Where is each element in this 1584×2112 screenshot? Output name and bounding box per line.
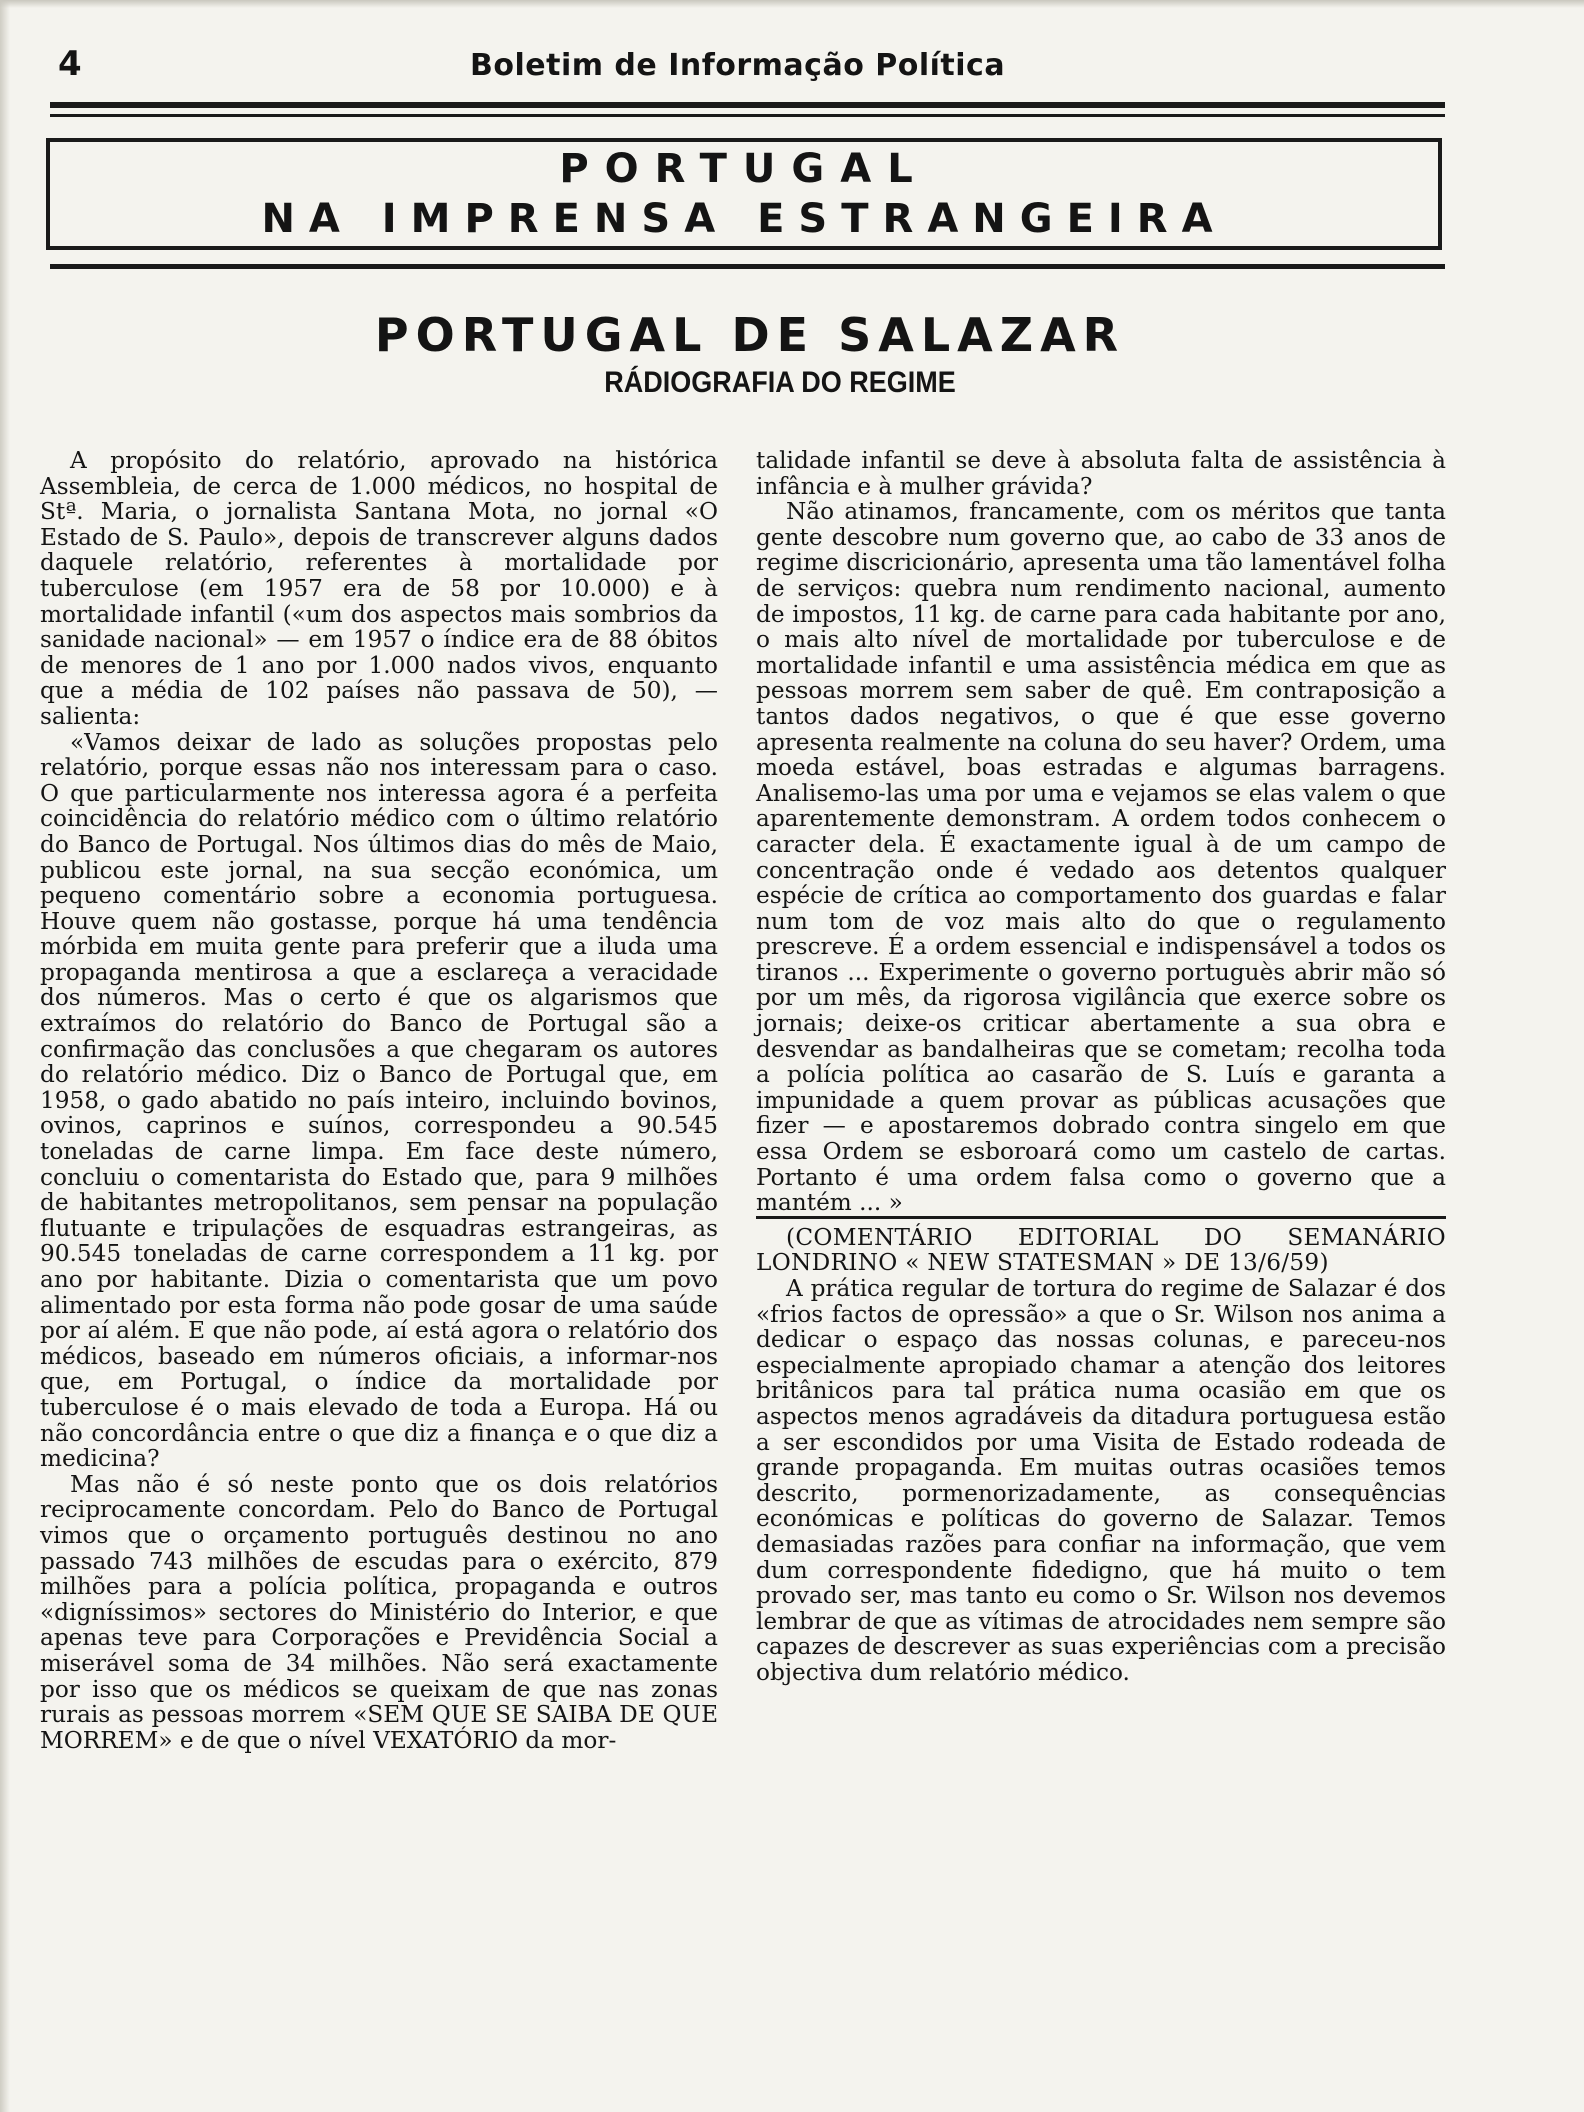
header-rule-thick [50, 102, 1445, 108]
paragraph: Não atinamos, francamente, com os méritos que tanta gente descobre num governo que, ao cabo de 33 anos de regime discricionário, apresenta uma tão lamentável folha de serviços: quebra num rendimento nacional, aumento de impostos, 11 kg. de carne para cada habitante por ano, o mais alto nível de mortalidade por tuberculose e de mortalidade infantil e uma assistência médica em que as pessoas morrem sem saber de quê. Em contraposição a tantos dados negativos, o que é que esse governo apresenta realmente na coluna do seu haver? Ordem, uma moeda estável, boas estradas e algumas barragens. Analisemo-las uma por uma e vejamos se elas valem o que aparentemente demonstram. A ordem todos conhecem o caracter dela. É exactamente igual à de um campo de concentração onde é vedado aos detentos qualquer espécie de crítica ao comportamento dos guardas e falar num tom de voz mais alto do que o regulamento prescreve. É a ordem essencial e indispensável a todos os tiranos ... Experimente o governo portuguès abrir mão só por um mês, da rigorosa vigilância que exerce sobre os jornais; deixe-os criticar abertamente a sua obra e desvendar as bandalheiras que se cometam; recolha toda a polícia política ao casarão de S. Luís e garanta a impunidade a quem provar as públicas acusações que fizer — e apostaremos dobrado contra singelo em que essa Ordem se esboroará como um castelo de cartas. Portanto é uma ordem falsa como o governo que a mantém ... » [756, 498, 1446, 1217]
scan-edge-shadow-top [0, 0, 1584, 8]
article-column-left [40, 448, 718, 1753]
paragraph: Mas não é só neste ponto que os dois relatórios reciprocamente concordam. Pelo do Banco de Portugal vimos que o orçamento português destinou no ano passado 743 milhões de escudas para o exército, 879 milhões para a polícia política, propaganda e outros «digníssimos» sectores do Ministério do Interior, e que apenas teve para Corporações e Previdência Social a miserável soma de 34 milhões. Não será exactamente por isso que os médicos se queixam de que nas zonas rurais as pessoas morrem «SEM QUE SE SAIBA DE QUE MORREM» e de que o nível VEXATÓRIO da mor- [40, 1470, 718, 1754]
header-rule-thin [50, 114, 1445, 117]
page-number: 4 [58, 44, 82, 84]
paragraph: talidade infantil se deve à absoluta falta de assistência à infância e à mulher grávida? [756, 447, 1446, 500]
article-subtitle: RÁDIOGRAFIA DO REGIME [604, 366, 956, 399]
article-column-right [756, 448, 1446, 1686]
publication-title: Boletim de Informação Política [470, 48, 1006, 83]
article-title: PORTUGAL DE SALAZAR [374, 308, 1126, 362]
editorial-paragraph: A prática regular de tortura do regime de Salazar é dos «frios factos de opressão» a que o Sr. Wilson nos anima a dedicar o espaço das nossas colunas, e pareceu-nos especialmente apropiado chamar a atenção dos leitores britânicos para tal prática numa ocasião em que os aspectos menos agradáveis da ditadura portuguesa estão a ser escondidos por uma Visita de Estado rodeada de grande propaganda. Em muitas outras ocasiões temos descrito, pormenorizadamente, as consequências económicas e políticas do governo de Salazar. Temos demasiadas razões para confiar na informação, que vem dum correspondente fidedigno, que há muito o tem provado ser, mas tanto eu como o Sr. Wilson nos devemos lembrar de que as vítimas de atrocidades nem sempre são capazes de descrever as suas experiências com a precisão objectiva dum relatório médico. [756, 1275, 1446, 1686]
paragraph: A propósito do relatório, aprovado na histórica Assembleia, de cerca de 1.000 médicos, no hospital de Stª. Maria, o jornalista Santana Mota, no jornal «O Estado de S. Paulo», depois de transcrever alguns dados daquele relatório, referentes à mortalidade por tuberculose (em 1957 era de 58 por 10.000) e à mortalidade infantil («um dos aspectos mais sombrios da sanidade nacional» — em 1957 o índice era de 88 óbitos de menores de 1 ano por 1.000 nados vivos, enquanto que a média de 102 países não passava de 50), — salienta: [40, 447, 718, 730]
section-banner [46, 138, 1442, 250]
section-title-line2: NA IMPRENSA ESTRANGEIRA [261, 196, 1227, 242]
section-rule [50, 264, 1445, 269]
paragraph: «Vamos deixar de lado as soluções propostas pelo relatório, porque essas não nos interessam para o caso. O que particularmente nos interessa agora é a perfeita coincidência do relatório médico com o último relatório do Banco de Portugal. Nos últimos dias do mês de Maio, publicou este jornal, na sua secção económica, um pequeno comentário sobre a economia portuguesa. Houve quem não gostasse, porque há uma tendência mórbida em muita gente para preferir que a iluda uma propaganda mentirosa a que a esclareça a veracidade dos números. Mas o certo é que os algarismos que extraímos do relatório do Banco de Portugal são a confirmação das conclusões a que chegaram os autores do relatório médico. Diz o Banco de Portugal que, em 1958, o gado abatido no país inteiro, incluindo bovinos, ovinos, caprinos e suínos, correspondeu a 90.545 toneladas de carne limpa. Em face deste número, concluiu o comentarista do Estado que, para 9 milhões de habitantes metropolitanos, sem pensar na população flutuante e tripulações de esquadras estrangeiras, as 90.545 toneladas de carne correspondem a 11 kg. por ano por habitante. Dizia o comentarista que um povo alimentado por esta forma não pode gosar de uma saúde por aí além. E que não pode, aí está agora o relatório dos médicos, baseado em números oficiais, a informar-nos que, em Portugal, o índice da mortalidade por tuberculose é o mais elevado de toda a Europa. Há ou não concordância entre o que diz a finança e o que diz a medicina? [40, 728, 718, 1473]
editorial-heading: (COMENTÁRIO EDITORIAL DO SEMANÁRIO LONDRINO « NEW STATESMAN » DE 13/6/59) [756, 1216, 1446, 1276]
scan-edge-shadow [0, 0, 10, 2112]
section-title-line1: PORTUGAL [559, 146, 929, 192]
